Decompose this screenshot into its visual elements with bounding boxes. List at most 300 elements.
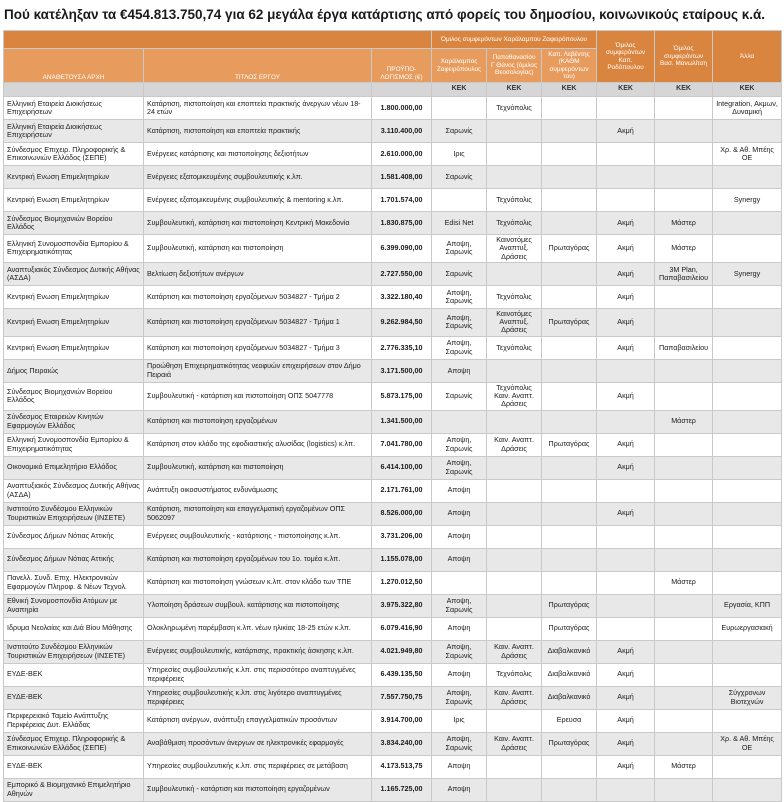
row-rodopoulos-kek: Ακμή bbox=[597, 262, 655, 285]
row-rodopoulos-kek bbox=[597, 143, 655, 166]
row-authority: Σύνδεσμος Δήμων Νότιας Αττικής bbox=[4, 548, 144, 571]
row-rodopoulos-kek: Ακμή bbox=[597, 285, 655, 308]
row-rodopoulos-kek: Ακμή bbox=[597, 433, 655, 456]
row-project: Ολοκληρωμένη παρέμβαση κ.λπ. νέων ηλικίας 18-25 ετών κ.λπ. bbox=[144, 617, 372, 640]
row-other bbox=[713, 548, 782, 571]
row-mavrolitis-kek: Μάστερ bbox=[655, 235, 713, 263]
row-rodopoulos-kek: Ακμή bbox=[597, 732, 655, 755]
row-other: Synergy bbox=[713, 262, 782, 285]
row-papath-kek bbox=[487, 617, 542, 640]
row-zaf-kek: Αποψη, Σαρωνίς bbox=[432, 686, 487, 709]
row-budget: 2.776.335,10 bbox=[372, 336, 432, 359]
row-papath-kek: Τεχνόπολις bbox=[487, 189, 542, 212]
row-zaf-kek: Αποψη bbox=[432, 525, 487, 548]
row-leventis-kek bbox=[542, 336, 597, 359]
row-other bbox=[713, 778, 782, 801]
row-project: Βελτίωση δεξιοτήτων ανέργων bbox=[144, 262, 372, 285]
row-leventis-kek bbox=[542, 755, 597, 778]
row-project: Υλοποίηση δράσεων συμβουλ. κατάρτισης και πιστοποίησης bbox=[144, 594, 372, 617]
table-row bbox=[4, 359, 782, 382]
row-other bbox=[713, 502, 782, 525]
row-budget: 3.171.500,00 bbox=[372, 359, 432, 382]
row-mavrolitis-kek bbox=[655, 732, 713, 755]
row-project: Υπηρεσίες συμβουλευτικής κ.λπ. στις λιγότερο αναπτυγμένες περιφέρειες bbox=[144, 686, 372, 709]
row-zaf-kek: Ιρις bbox=[432, 709, 487, 732]
row-papath-kek: Καιν. Αναπτ. Δράσεις bbox=[487, 686, 542, 709]
row-leventis-kek: Πρωταγόρας bbox=[542, 235, 597, 263]
row-other bbox=[713, 336, 782, 359]
row-other: Integration, Ακμων, Δυναμική bbox=[713, 97, 782, 120]
row-zaf-kek: Αποψη bbox=[432, 359, 487, 382]
row-zaf-kek: Σαρωνίς bbox=[432, 166, 487, 189]
row-rodopoulos-kek bbox=[597, 359, 655, 382]
row-mavrolitis-kek: Μάστερ bbox=[655, 410, 713, 433]
table-row bbox=[4, 212, 782, 235]
row-other bbox=[713, 382, 782, 410]
row-papath-kek bbox=[487, 778, 542, 801]
row-budget: 1.830.875,00 bbox=[372, 212, 432, 235]
row-rodopoulos-kek bbox=[597, 571, 655, 594]
row-leventis-kek bbox=[542, 382, 597, 410]
row-papath-kek: Καινοτόμες Αναπτυξ. Δράσεις bbox=[487, 235, 542, 263]
row-mavrolitis-kek: Παπαβασιλείου bbox=[655, 336, 713, 359]
header-kek: ΚΕΚ bbox=[655, 83, 713, 97]
row-papath-kek: Καινοτόμες Αναπτυξ. Δράσεις bbox=[487, 308, 542, 336]
row-mavrolitis-kek: Μάστερ bbox=[655, 571, 713, 594]
row-other bbox=[713, 640, 782, 663]
row-zaf-kek: Αποψη, Σαρωνίς bbox=[432, 336, 487, 359]
row-papath-kek: Τεχνόπολις bbox=[487, 663, 542, 686]
row-authority: Εθνική Συνομοσπονδία Ατόμων με Αναπηρία bbox=[4, 594, 144, 617]
row-zaf-kek bbox=[432, 97, 487, 120]
row-rodopoulos-kek: Ακμή bbox=[597, 709, 655, 732]
row-papath-kek bbox=[487, 571, 542, 594]
row-mavrolitis-kek bbox=[655, 525, 713, 548]
row-mavrolitis-kek bbox=[655, 640, 713, 663]
row-other: Χρ. & Αθ. Μπέης ΟΕ bbox=[713, 143, 782, 166]
row-other: Ευρωεργασιακή bbox=[713, 617, 782, 640]
header-zaf-sub2: Παπαθανασίου Γ Θάνος (όμιλος Θεοσολογίας) bbox=[487, 49, 542, 83]
row-budget: 1.800.000,00 bbox=[372, 97, 432, 120]
row-authority: Κεντρική Ενωση Επιμελητηρίων bbox=[4, 336, 144, 359]
row-mavrolitis-kek bbox=[655, 308, 713, 336]
row-budget: 6.439.135,50 bbox=[372, 663, 432, 686]
row-papath-kek: Καιν. Αναπτ. Δράσεις bbox=[487, 433, 542, 456]
row-project: Ενέργειες εξατομικευμένης συμβουλευτικής & mentoring κ.λπ. bbox=[144, 189, 372, 212]
row-budget: 1.341.500,00 bbox=[372, 410, 432, 433]
row-rodopoulos-kek: Ακμή bbox=[597, 235, 655, 263]
row-authority: Ινστιτούτο Συνδέσμου Ελληνικών Τουριστικών Επιχειρήσεων (ΙΝΣΕΤΕ) bbox=[4, 502, 144, 525]
row-authority: Σύνδεσμος Επιχειρ. Πληροφορικής & Επικοινωνιών Ελλάδος (ΣΕΠΕ) bbox=[4, 732, 144, 755]
row-zaf-kek: Αποψη bbox=[432, 479, 487, 502]
table-row bbox=[4, 382, 782, 410]
table-body bbox=[4, 97, 782, 802]
table-row bbox=[4, 97, 782, 120]
table-row bbox=[4, 166, 782, 189]
row-project: Ανάπτυξη οικοσυστήματος ενδυνάμωσης bbox=[144, 479, 372, 502]
row-authority: Ελληνική Συνομοσπονδία Εμπορίου & Επιχειρηματικότητας bbox=[4, 433, 144, 456]
row-other bbox=[713, 571, 782, 594]
table-row bbox=[4, 189, 782, 212]
row-budget: 2.171.761,00 bbox=[372, 479, 432, 502]
table-row bbox=[4, 410, 782, 433]
table-row bbox=[4, 663, 782, 686]
row-zaf-kek: Αποψη, Σαρωνίς bbox=[432, 594, 487, 617]
header-kek: ΚΕΚ bbox=[542, 83, 597, 97]
row-mavrolitis-kek: Μάστερ bbox=[655, 212, 713, 235]
row-other bbox=[713, 709, 782, 732]
row-authority: Σύνδεσμος Εταιρειών Κινητών Εφαρμογών Ελλάδος bbox=[4, 410, 144, 433]
table-row bbox=[4, 594, 782, 617]
row-budget: 1.155.078,00 bbox=[372, 548, 432, 571]
row-leventis-kek bbox=[542, 571, 597, 594]
row-mavrolitis-kek bbox=[655, 456, 713, 479]
header-budget: ΠΡΟΫΠΟ-ΛΟΓΙΣΜΟΣ (€) bbox=[372, 49, 432, 83]
row-papath-kek: Τεχνόπολις Καιν. Αναπτ. Δράσεις bbox=[487, 382, 542, 410]
row-papath-kek: Καιν. Αναπτ. Δράσεις bbox=[487, 640, 542, 663]
row-mavrolitis-kek bbox=[655, 143, 713, 166]
row-other bbox=[713, 308, 782, 336]
row-zaf-kek bbox=[432, 410, 487, 433]
row-zaf-kek: Αποψη bbox=[432, 617, 487, 640]
row-zaf-kek: Αποψη, Σαρωνίς bbox=[432, 308, 487, 336]
row-authority: Κεντρική Ενωση Επιμελητηρίων bbox=[4, 285, 144, 308]
row-budget: 1.165.725,00 bbox=[372, 778, 432, 801]
row-rodopoulos-kek: Ακμή bbox=[597, 212, 655, 235]
row-leventis-kek bbox=[542, 359, 597, 382]
row-project: Συμβουλευτική, κατάρτιση και πιστοποίηση Κεντρική Μακεδονία bbox=[144, 212, 372, 235]
row-other bbox=[713, 235, 782, 263]
table-row bbox=[4, 778, 782, 801]
row-authority: Περιφερειακό Ταμείο Ανάπτυξης Περιφέρειας Δυτ. Ελλάδας bbox=[4, 709, 144, 732]
row-mavrolitis-kek bbox=[655, 709, 713, 732]
row-leventis-kek: Πρωταγόρας bbox=[542, 433, 597, 456]
row-leventis-kek: Διαβαλκανικό bbox=[542, 640, 597, 663]
row-papath-kek bbox=[487, 709, 542, 732]
row-mavrolitis-kek bbox=[655, 285, 713, 308]
row-other bbox=[713, 433, 782, 456]
row-zaf-kek: Αποψη bbox=[432, 663, 487, 686]
row-zaf-kek bbox=[432, 189, 487, 212]
row-papath-kek bbox=[487, 166, 542, 189]
row-mavrolitis-kek: 3M Plan, Παπαβασιλείου bbox=[655, 262, 713, 285]
row-authority: Ελληνική Εταιρεία Διοικήσεως Επιχειρήσεων bbox=[4, 120, 144, 143]
table-row bbox=[4, 479, 782, 502]
row-budget: 1.581.408,00 bbox=[372, 166, 432, 189]
row-mavrolitis-kek bbox=[655, 502, 713, 525]
row-authority: Οικονομικό Επιμελητήριο Ελλάδος bbox=[4, 456, 144, 479]
row-leventis-kek: Διαβαλκανικό bbox=[542, 663, 597, 686]
row-budget: 4.021.949,80 bbox=[372, 640, 432, 663]
row-zaf-kek: Αποψη, Σαρωνίς bbox=[432, 732, 487, 755]
header-blank bbox=[4, 31, 432, 49]
row-mavrolitis-kek bbox=[655, 594, 713, 617]
row-leventis-kek bbox=[542, 525, 597, 548]
row-authority: Εμπορικό & Βιομηχανικό Επιμελητήριο Αθηνών bbox=[4, 778, 144, 801]
header-kek: ΚΕΚ bbox=[597, 83, 655, 97]
row-budget: 2.727.550,00 bbox=[372, 262, 432, 285]
row-rodopoulos-kek bbox=[597, 166, 655, 189]
row-rodopoulos-kek bbox=[597, 479, 655, 502]
row-project: Ενέργειες εξατομικευμένης συμβουλευτικής κ.λπ. bbox=[144, 166, 372, 189]
header-group-mavrolitis: Όμιλος συμφερόντων Βασ. Μανωλίτση bbox=[655, 31, 713, 83]
row-leventis-kek: Ερευσα bbox=[542, 709, 597, 732]
row-project: Υπηρεσίες συμβουλευτικής κ.λπ. στις περιφέρειες σε μετάβαση bbox=[144, 755, 372, 778]
row-papath-kek: Καιν. Αναπτ. Δράσεις bbox=[487, 732, 542, 755]
row-project: Υπηρεσίες συμβουλευτικής κ.λπ. στις περισσότερο αναπτυγμένες περιφέρειες bbox=[144, 663, 372, 686]
row-budget: 3.834.240,00 bbox=[372, 732, 432, 755]
row-zaf-kek: Σαρωνίς bbox=[432, 120, 487, 143]
row-zaf-kek: Αποψη, Σαρωνίς bbox=[432, 640, 487, 663]
row-zaf-kek: Edisi Net bbox=[432, 212, 487, 235]
row-other: Εργασία, ΚΠΠ bbox=[713, 594, 782, 617]
row-zaf-kek: Αποψη, Σαρωνίς bbox=[432, 456, 487, 479]
row-project: Ενέργειες συμβουλευτικής, κατάρτισης, πρακτικής άσκησης κ.λπ. bbox=[144, 640, 372, 663]
row-rodopoulos-kek bbox=[597, 594, 655, 617]
row-papath-kek: Τεχνόπολις bbox=[487, 285, 542, 308]
row-papath-kek bbox=[487, 410, 542, 433]
table-row bbox=[4, 456, 782, 479]
projects-table bbox=[3, 30, 782, 802]
row-authority: Ινστιτούτο Συνδέσμου Ελληνικών Τουριστικών Επιχειρήσεων (ΙΝΣΕΤΕ) bbox=[4, 640, 144, 663]
row-rodopoulos-kek: Ακμή bbox=[597, 120, 655, 143]
row-budget: 9.262.984,50 bbox=[372, 308, 432, 336]
table-row bbox=[4, 262, 782, 285]
row-project: Κατάρτιση, πιστοποίηση και επαγγελματική εργαζομένων ΟΠΣ 5062097 bbox=[144, 502, 372, 525]
row-project: Κατάρτιση στον κλάδο της εφοδιαστικής αλυσίδας (logistics) κ.λπ. bbox=[144, 433, 372, 456]
row-authority: Αναπτυξιακός Σύνδεσμος Δυτικής Αθήνας (ΑΣΔΑ) bbox=[4, 479, 144, 502]
row-papath-kek bbox=[487, 502, 542, 525]
row-other bbox=[713, 410, 782, 433]
header-group-rodopoulos: Όμιλος συμφερόντων Καπ. Ροδόπουλου bbox=[597, 31, 655, 83]
row-authority: Σύνδεσμος Επιχειρ. Πληροφορικής & Επικοινωνιών Ελλάδος (ΣΕΠΕ) bbox=[4, 143, 144, 166]
row-budget: 3.914.700,00 bbox=[372, 709, 432, 732]
row-other bbox=[713, 285, 782, 308]
row-leventis-kek: Πρωταγόρας bbox=[542, 308, 597, 336]
row-budget: 3.322.180,40 bbox=[372, 285, 432, 308]
row-other bbox=[713, 456, 782, 479]
row-other bbox=[713, 359, 782, 382]
row-zaf-kek: Αποψη bbox=[432, 502, 487, 525]
header-blank-c bbox=[372, 83, 432, 97]
table-row bbox=[4, 571, 782, 594]
row-budget: 8.526.000,00 bbox=[372, 502, 432, 525]
row-project: Συμβουλευτική - κατάρτιση και πιστοποίηση εργαζομένων bbox=[144, 778, 372, 801]
row-leventis-kek: Διαβαλκανικό bbox=[542, 686, 597, 709]
row-leventis-kek bbox=[542, 285, 597, 308]
row-rodopoulos-kek bbox=[597, 189, 655, 212]
row-budget: 1.701.574,00 bbox=[372, 189, 432, 212]
row-project: Συμβουλευτική - κατάρτιση και πιστοποίηση ΟΠΣ 5047778 bbox=[144, 382, 372, 410]
table-row bbox=[4, 709, 782, 732]
table-row bbox=[4, 336, 782, 359]
row-mavrolitis-kek bbox=[655, 617, 713, 640]
row-budget: 5.873.175,00 bbox=[372, 382, 432, 410]
row-rodopoulos-kek: Ακμή bbox=[597, 640, 655, 663]
row-rodopoulos-kek: Ακμή bbox=[597, 336, 655, 359]
row-authority: Πανελλ. Συνδ. Επιχ. Ηλεκτρονικών Εφαρμογών Πληροφ. & Νέων Τεχνολ. bbox=[4, 571, 144, 594]
row-budget: 6.399.090,00 bbox=[372, 235, 432, 263]
row-zaf-kek: Ιρις bbox=[432, 143, 487, 166]
row-mavrolitis-kek bbox=[655, 166, 713, 189]
header-project: ΤΙΤΛΟΣ ΕΡΓΟΥ bbox=[144, 49, 372, 83]
table-row bbox=[4, 235, 782, 263]
row-project: Αναβάθμιση προσόντων άνεργων σε ηλεκτρονικές εφαρμογές bbox=[144, 732, 372, 755]
header-kek: ΚΕΚ bbox=[713, 83, 782, 97]
row-papath-kek bbox=[487, 359, 542, 382]
row-budget: 2.610.000,00 bbox=[372, 143, 432, 166]
row-mavrolitis-kek bbox=[655, 686, 713, 709]
row-leventis-kek bbox=[542, 456, 597, 479]
row-authority: Αναπτυξιακός Σύνδεσμος Δυτικής Αθήνας (ΑΣΔΑ) bbox=[4, 262, 144, 285]
row-rodopoulos-kek: Ακμή bbox=[597, 663, 655, 686]
table-row bbox=[4, 755, 782, 778]
row-other: Σύγχρονων Βιοτεχνών bbox=[713, 686, 782, 709]
row-rodopoulos-kek: Ακμή bbox=[597, 755, 655, 778]
table-row bbox=[4, 285, 782, 308]
row-rodopoulos-kek bbox=[597, 410, 655, 433]
row-leventis-kek bbox=[542, 120, 597, 143]
row-mavrolitis-kek bbox=[655, 359, 713, 382]
table-row bbox=[4, 732, 782, 755]
row-rodopoulos-kek bbox=[597, 778, 655, 801]
table-row bbox=[4, 120, 782, 143]
row-papath-kek bbox=[487, 525, 542, 548]
row-zaf-kek bbox=[432, 571, 487, 594]
row-leventis-kek bbox=[542, 410, 597, 433]
row-leventis-kek: Πρωταγόρας bbox=[542, 732, 597, 755]
row-project: Κατάρτιση και πιστοποίηση εργαζόμενων 5034827 - Τμήμα 2 bbox=[144, 285, 372, 308]
header-zaf-sub3: Καπ. Λεβέντης (ΚΑΘΜ συμφερόντων του) bbox=[542, 49, 597, 83]
row-budget: 7.041.780,00 bbox=[372, 433, 432, 456]
row-authority: Ελληνική Συνομοσπονδία Εμπορίου & Επιχειρηματικότητας bbox=[4, 235, 144, 263]
row-other bbox=[713, 755, 782, 778]
row-leventis-kek: Πρωταγόρας bbox=[542, 594, 597, 617]
row-project: Ενέργειες συμβουλευτικής - κατάρτισης - πιστοποίησης κ.λπ. bbox=[144, 525, 372, 548]
row-budget: 6.079.416,90 bbox=[372, 617, 432, 640]
row-rodopoulos-kek: Ακμή bbox=[597, 456, 655, 479]
row-rodopoulos-kek: Ακμή bbox=[597, 502, 655, 525]
row-project: Κατάρτιση ανέργων, ανάπτυξη επαγγελματικών προσόντων bbox=[144, 709, 372, 732]
row-authority: Σύνδεσμος Βιομηχανιών Βορείου Ελλάδος bbox=[4, 382, 144, 410]
row-authority: Κεντρική Ενωση Επιμελητηρίων bbox=[4, 189, 144, 212]
row-mavrolitis-kek bbox=[655, 382, 713, 410]
row-rodopoulos-kek: Ακμή bbox=[597, 686, 655, 709]
row-rodopoulos-kek bbox=[597, 548, 655, 571]
row-mavrolitis-kek bbox=[655, 120, 713, 143]
row-authority: ΕΥΔΕ-ΒΕΚ bbox=[4, 755, 144, 778]
table-row bbox=[4, 308, 782, 336]
row-budget: 4.173.513,75 bbox=[372, 755, 432, 778]
table-row bbox=[4, 143, 782, 166]
row-authority: Ιδρυμα Νεολαίας και Διά Βίου Μάθησης bbox=[4, 617, 144, 640]
row-leventis-kek bbox=[542, 189, 597, 212]
row-project: Κατάρτιση και πιστοποίηση εργαζόμενων 5034827 - Τμήμα 3 bbox=[144, 336, 372, 359]
row-zaf-kek: Σαρωνίς bbox=[432, 382, 487, 410]
row-papath-kek bbox=[487, 143, 542, 166]
header-authority: ΑΝΑΘΕΤΟΥΣΑ ΑΡΧΗ bbox=[4, 49, 144, 83]
row-authority: Κεντρική Ενωση Επιμελητηρίων bbox=[4, 308, 144, 336]
header-zaf-sub1: Χαράλαμπος Ζαφειρόπουλος bbox=[432, 49, 487, 83]
row-authority: Ελληνική Εταιρεία Διοικήσεως Επιχειρήσεων bbox=[4, 97, 144, 120]
row-zaf-kek: Αποψη bbox=[432, 755, 487, 778]
row-budget: 3.975.322,80 bbox=[372, 594, 432, 617]
row-mavrolitis-kek bbox=[655, 479, 713, 502]
header-kek: ΚΕΚ bbox=[432, 83, 487, 97]
row-authority: Κεντρική Ενωση Επιμελητηρίων bbox=[4, 166, 144, 189]
row-papath-kek bbox=[487, 120, 542, 143]
row-other bbox=[713, 663, 782, 686]
row-project: Κατάρτιση και πιστοποίηση εργαζομένων του 1ο. τομέα κ.λπ. bbox=[144, 548, 372, 571]
row-authority: ΕΥΔΕ-ΒΕΚ bbox=[4, 686, 144, 709]
row-mavrolitis-kek bbox=[655, 97, 713, 120]
row-leventis-kek bbox=[542, 502, 597, 525]
row-other bbox=[713, 120, 782, 143]
row-zaf-kek: Αποψη, Σαρωνίς bbox=[432, 433, 487, 456]
row-papath-kek: Τεχνόπολις bbox=[487, 212, 542, 235]
table-row bbox=[4, 502, 782, 525]
row-leventis-kek bbox=[542, 548, 597, 571]
row-zaf-kek: Σαρωνίς bbox=[432, 262, 487, 285]
row-authority: ΕΥΔΕ-ΒΕΚ bbox=[4, 663, 144, 686]
row-other bbox=[713, 525, 782, 548]
row-project: Κατάρτιση και πιστοποίηση γνώσεων κ.λπ. στον κλάδο των ΤΠΕ bbox=[144, 571, 372, 594]
row-other: Χρ. & Αθ. Μπέης ΟΕ bbox=[713, 732, 782, 755]
row-authority: Δήμος Πειραιώς bbox=[4, 359, 144, 382]
row-papath-kek bbox=[487, 755, 542, 778]
row-papath-kek bbox=[487, 548, 542, 571]
row-project: Προώθηση Επιχειρηματικότητας νεοφυών επιχειρήσεων στον Δήμο Πειραιά bbox=[144, 359, 372, 382]
header-blank-b bbox=[144, 83, 372, 97]
row-leventis-kek bbox=[542, 262, 597, 285]
row-mavrolitis-kek bbox=[655, 433, 713, 456]
header-blank-a bbox=[4, 83, 144, 97]
row-budget: 3.110.400,00 bbox=[372, 120, 432, 143]
row-project: Συμβουλευτική, κατάρτιση και πιστοποίηση bbox=[144, 235, 372, 263]
row-zaf-kek: Αποψη bbox=[432, 548, 487, 571]
row-other bbox=[713, 166, 782, 189]
row-authority: Σύνδεσμος Βιομηχανιών Βορείου Ελλάδος bbox=[4, 212, 144, 235]
row-zaf-kek: Αποψη, Σαρωνίς bbox=[432, 235, 487, 263]
row-leventis-kek bbox=[542, 97, 597, 120]
row-rodopoulos-kek: Ακμή bbox=[597, 382, 655, 410]
row-mavrolitis-kek bbox=[655, 548, 713, 571]
row-authority: Σύνδεσμος Δήμων Νότιας Αττικής bbox=[4, 525, 144, 548]
row-leventis-kek bbox=[542, 166, 597, 189]
row-papath-kek bbox=[487, 479, 542, 502]
table-row bbox=[4, 686, 782, 709]
row-papath-kek bbox=[487, 594, 542, 617]
row-rodopoulos-kek bbox=[597, 525, 655, 548]
row-mavrolitis-kek bbox=[655, 778, 713, 801]
row-project: Κατάρτιση και πιστοποίηση εργαζόμενων 5034827 - Τμήμα 1 bbox=[144, 308, 372, 336]
table-row bbox=[4, 525, 782, 548]
row-budget: 6.414.100,00 bbox=[372, 456, 432, 479]
row-project: Κατάρτιση και πιστοποίηση εργαζομένων bbox=[144, 410, 372, 433]
row-budget: 3.731.206,00 bbox=[372, 525, 432, 548]
row-project: Κατάρτιση, πιστοποίηση και εποπτεία πρακτικής άνεργων νέων 18-24 ετών bbox=[144, 97, 372, 120]
header-other: Άλλα bbox=[713, 31, 782, 83]
row-papath-kek: Τεχνόπολις bbox=[487, 97, 542, 120]
row-mavrolitis-kek bbox=[655, 663, 713, 686]
table-row bbox=[4, 617, 782, 640]
row-budget: 7.557.750,75 bbox=[372, 686, 432, 709]
row-leventis-kek bbox=[542, 212, 597, 235]
row-other: Synergy bbox=[713, 189, 782, 212]
row-zaf-kek: Αποψη bbox=[432, 778, 487, 801]
row-papath-kek: Τεχνόπολις bbox=[487, 336, 542, 359]
row-mavrolitis-kek bbox=[655, 189, 713, 212]
